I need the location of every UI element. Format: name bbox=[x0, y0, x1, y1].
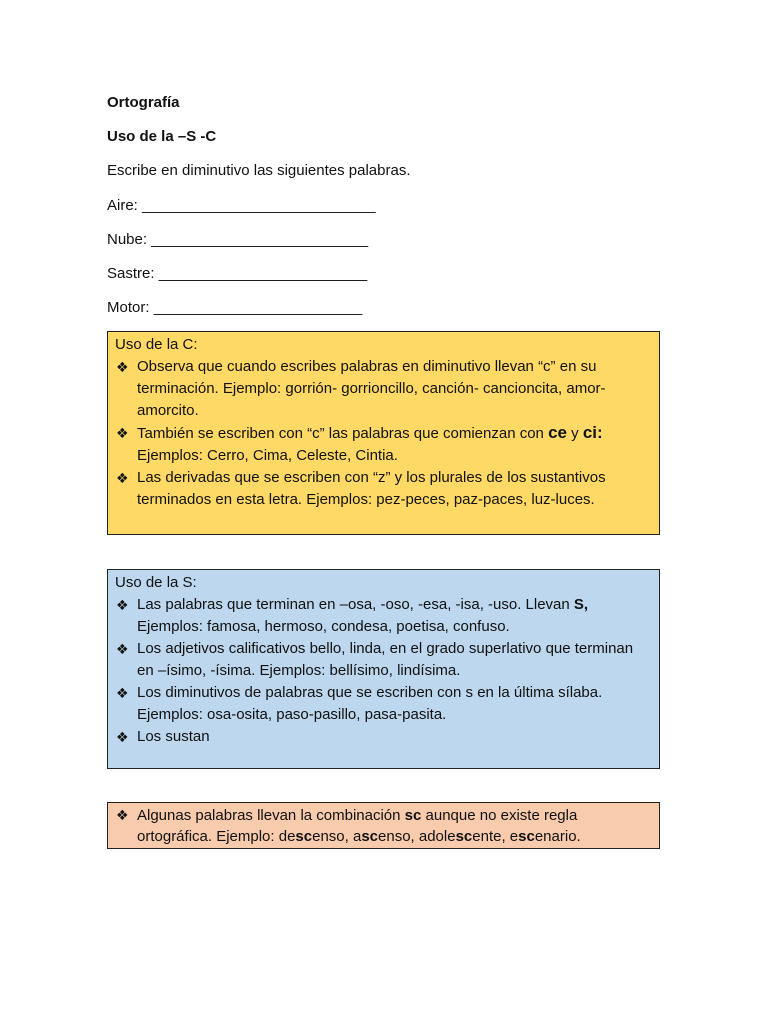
exercise-line-sastre bbox=[107, 264, 367, 284]
answer-blank: _________________________ bbox=[153, 299, 363, 316]
emphasis-text: ce bbox=[548, 423, 567, 442]
instruction-text: Escribe en diminutivo las siguientes palabras. bbox=[107, 162, 411, 179]
emphasis-text: S, bbox=[573, 596, 589, 613]
list-item-text: aunque no existe regla ortográfica. Ejemplo: de bbox=[137, 807, 578, 845]
list-item-text: Ejemplos: famosa, hermoso, condesa, poetisa, confuso. bbox=[137, 618, 510, 635]
list-item-text: y bbox=[566, 425, 583, 442]
box-title: Uso de la C: bbox=[115, 336, 198, 353]
list-item-text: enso, a bbox=[312, 828, 362, 845]
diamond-bullet-icon: ❖ bbox=[116, 359, 129, 375]
diamond-bullet-icon: ❖ bbox=[116, 470, 129, 486]
diamond-bullet-icon: ❖ bbox=[116, 641, 129, 657]
list-item-text: Observa que cuando escribes palabras en diminutivo llevan “c” en su terminación. Ejemplo: gorrión- gorrioncillo, canción- cancioncita, amor-amorcito. bbox=[137, 358, 606, 419]
list-item bbox=[115, 356, 651, 422]
rule-box-c bbox=[107, 331, 660, 535]
rule-list bbox=[115, 805, 651, 847]
answer-blank: ____________________________ bbox=[142, 197, 376, 214]
answer-blank: __________________________ bbox=[151, 231, 369, 248]
list-item bbox=[115, 422, 651, 467]
list-item-text: Los sustan bbox=[137, 728, 210, 745]
diamond-bullet-icon: ❖ bbox=[116, 729, 129, 745]
emphasis-text: sc bbox=[361, 828, 379, 845]
emphasis-text: ci: bbox=[582, 423, 603, 442]
list-item-text: enario. bbox=[534, 828, 581, 845]
emphasis-text: sc bbox=[404, 807, 422, 824]
emphasis-text: sc bbox=[295, 828, 313, 845]
list-item-text: Las palabras que terminan en –osa, -oso, -esa, -isa, -uso. Llevan bbox=[137, 596, 574, 613]
list-item-text: También se escriben con “c” las palabras que comienzan con bbox=[137, 425, 549, 442]
document-title: Ortografía bbox=[107, 94, 180, 111]
exercise-line-motor bbox=[107, 298, 362, 318]
list-item bbox=[115, 682, 651, 726]
list-item bbox=[115, 805, 651, 847]
diamond-bullet-icon: ❖ bbox=[116, 597, 129, 613]
exercise-label: Motor: bbox=[107, 299, 154, 316]
list-item bbox=[115, 594, 651, 638]
emphasis-text: sc bbox=[518, 828, 535, 845]
list-item-text: Las derivadas que se escriben con “z” y los plurales de los sustantivos terminados en esta letra. Ejemplos: pez-peces, paz-paces, luz-luces. bbox=[137, 469, 606, 508]
diamond-bullet-icon: ❖ bbox=[116, 807, 129, 823]
rule-list bbox=[115, 594, 651, 748]
emphasis-text: sc bbox=[455, 828, 473, 845]
rule-box-s bbox=[107, 569, 660, 769]
exercise-line-nube bbox=[107, 230, 368, 250]
exercise-label: Sastre: bbox=[107, 265, 159, 282]
exercise-label: Nube: bbox=[107, 231, 152, 248]
list-item bbox=[115, 726, 651, 748]
diamond-bullet-icon: ❖ bbox=[116, 685, 129, 701]
list-item bbox=[115, 638, 651, 682]
diamond-bullet-icon: ❖ bbox=[116, 425, 129, 441]
list-item-text: ente, e bbox=[472, 828, 519, 845]
document-subtitle: Uso de la –S -C bbox=[107, 128, 217, 145]
list-item-text: Ejemplos: Cerro, Cima, Celeste, Cintia. bbox=[137, 447, 398, 464]
list-item-text: Los adjetivos calificativos bello, linda, en el grado superlativo que terminan en –ísimo, -ísima. Ejemplos: bellísimo, lindísima. bbox=[137, 640, 634, 679]
list-item-text: Los diminutivos de palabras que se escriben con s en la última sílaba. Ejemplos: osa-osita, paso-pasillo, pasa-pasita. bbox=[137, 684, 603, 723]
exercise-label: Aire: bbox=[107, 197, 143, 214]
rule-box-sc bbox=[107, 802, 660, 849]
rule-list bbox=[115, 356, 651, 511]
list-item-text: enso, adole bbox=[378, 828, 456, 845]
list-item-text: Algunas palabras llevan la combinación bbox=[137, 807, 405, 824]
list-item bbox=[115, 467, 651, 511]
answer-blank: _________________________ bbox=[158, 265, 368, 282]
exercise-line-aire bbox=[107, 196, 376, 216]
box-title: Uso de la S: bbox=[115, 574, 197, 591]
